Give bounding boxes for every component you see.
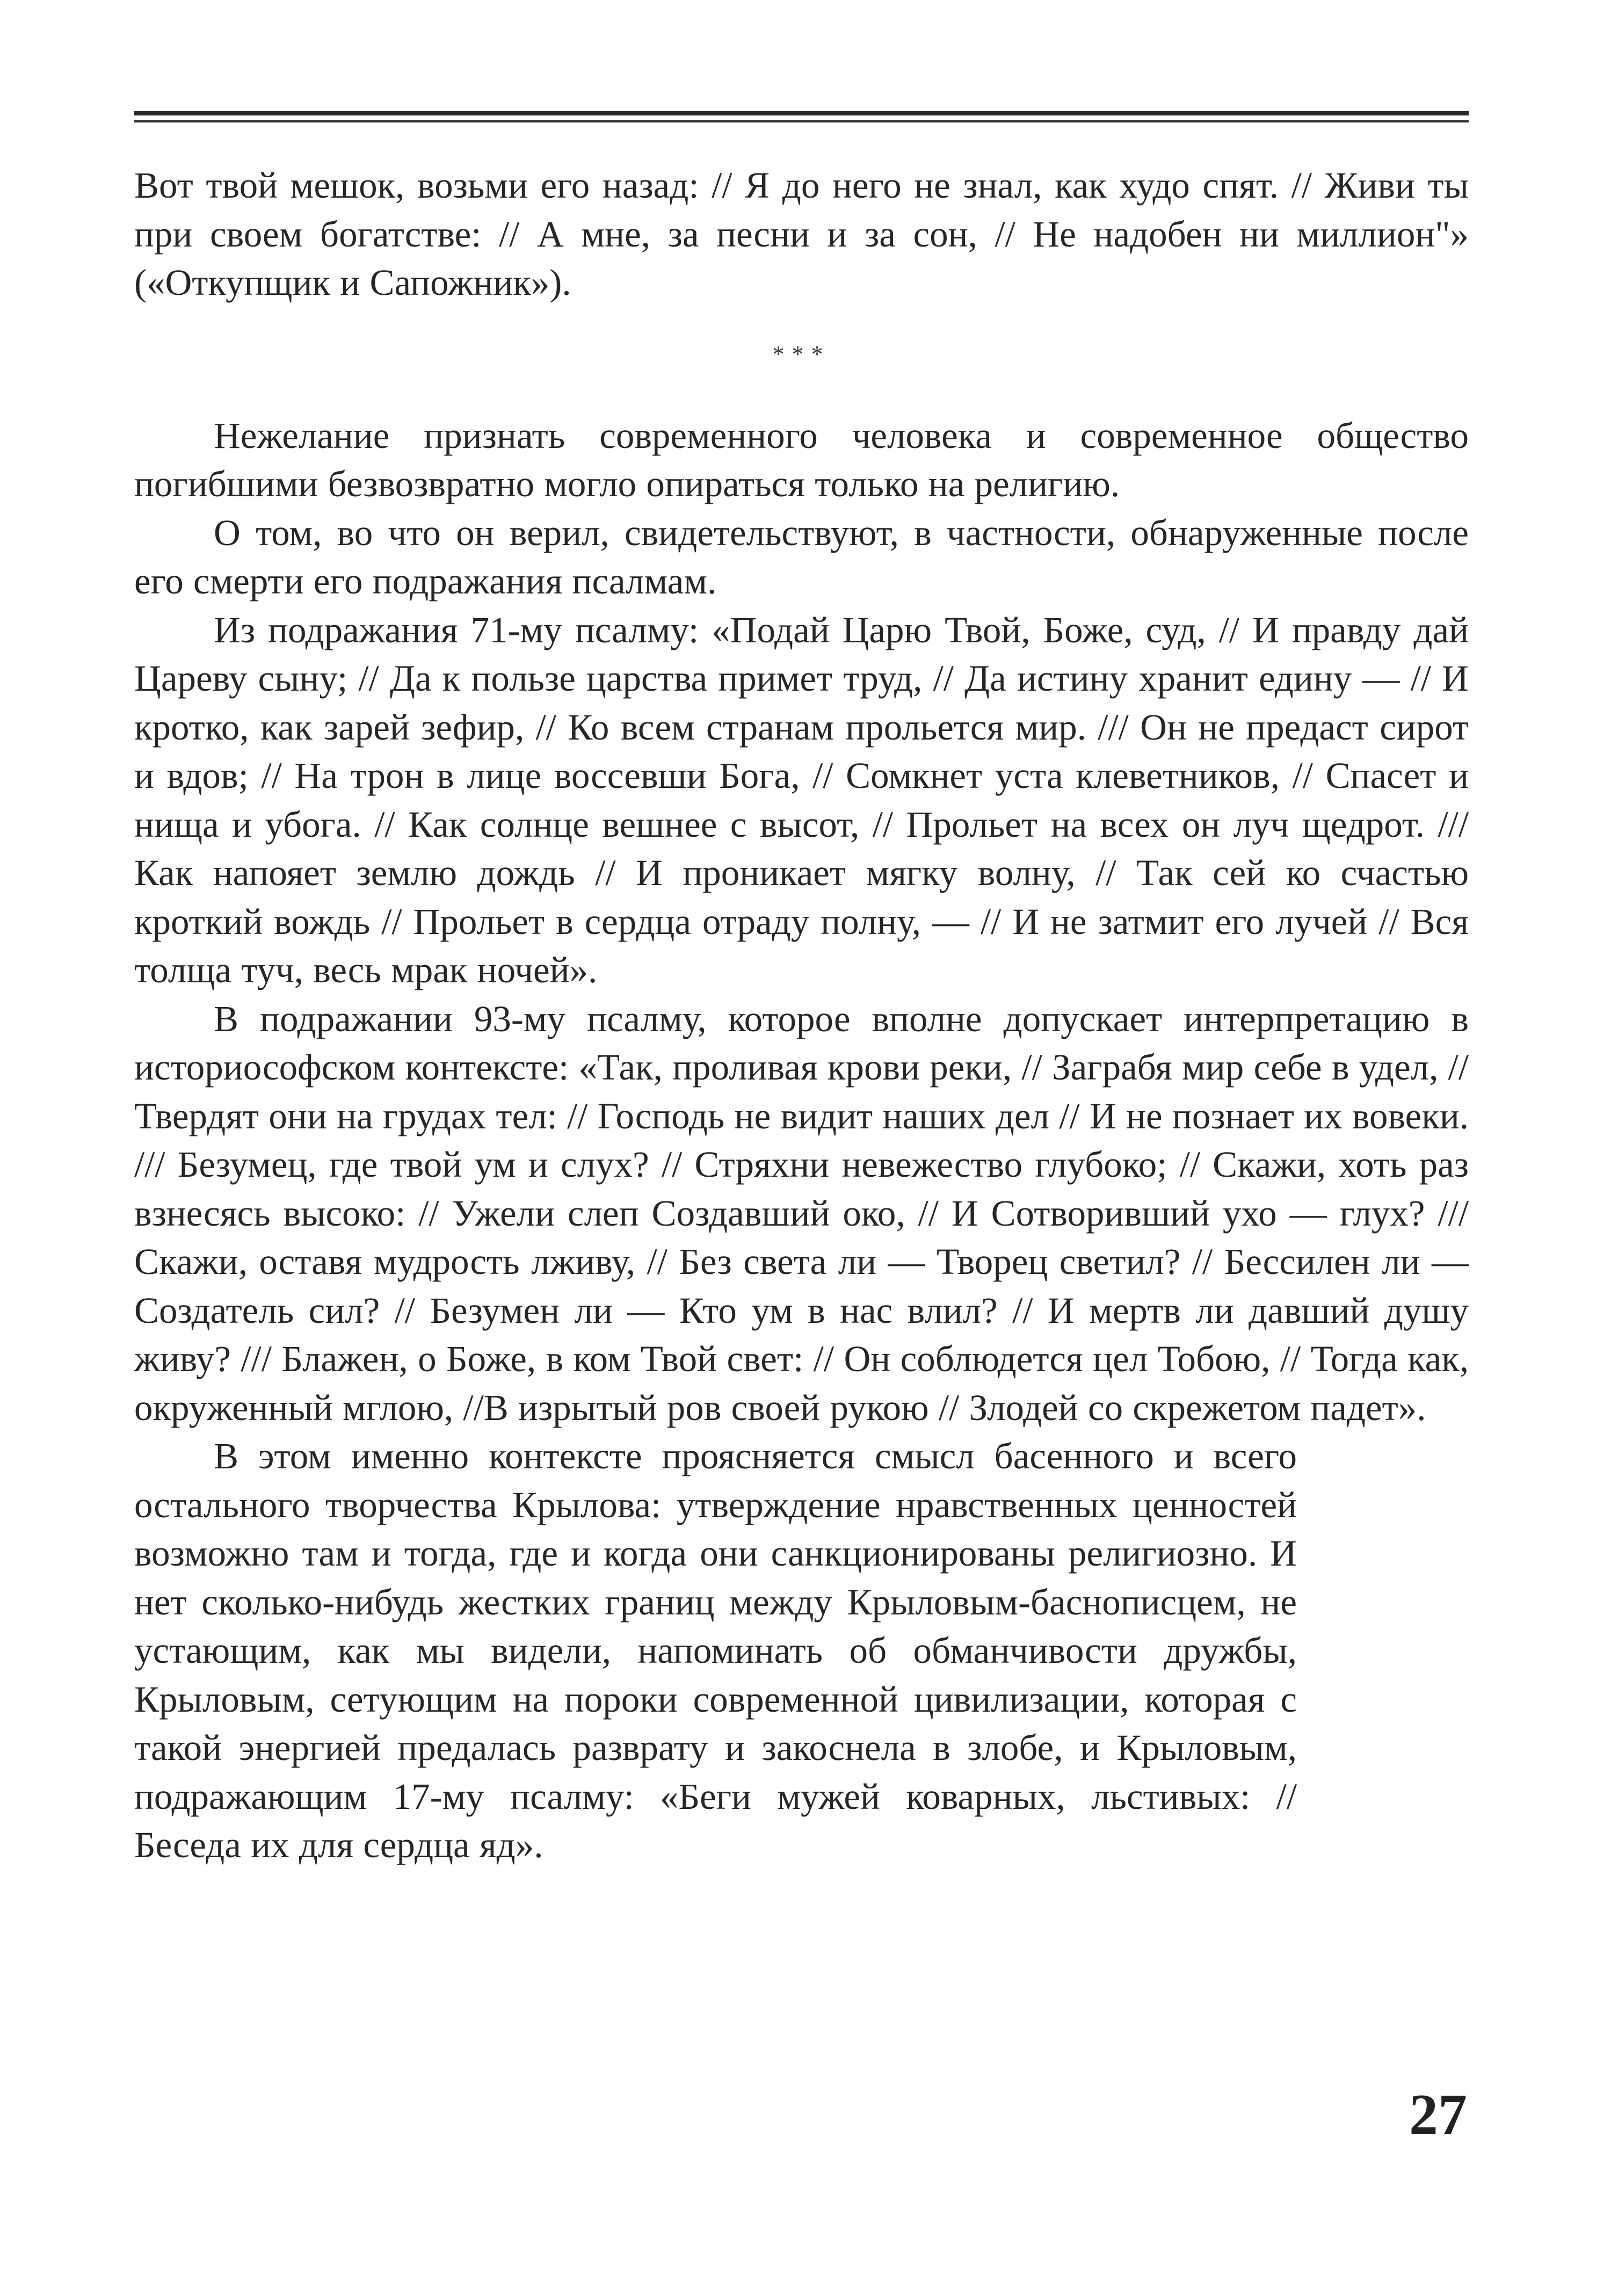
paragraph-conclusion: В этом именно контексте проясняется смысл басенного и всего остального творчества Крылова: утверждение нравственных ценностей возможно там и тогда, где и когда они санкционированы религиозно. И нет сколько-нибудь жестких границ между Крыловым-баснописцем, не устающим, как мы видели, напоминать об обманчивости дружбы, Крыловым, сетующим на пороки современной цивилизации, которая с такой энергией предалась разврату и закоснела в злобе, и Крыловым, подражающим 17-му псалму: «Беги мужей коварных, льстивых: // Беседа их для сердца яд». xyxy=(134,1436,1297,1865)
body-text xyxy=(134,161,1469,1870)
paragraph-psalm-93: В подражании 93-му псалму, которое вполне допускает интерпретацию в историософском контексте: «Так, проливая крови реки, // Заграбя мир себе в удел, // Твердят они на грудах тел: // Господь не видит наших дел // И не познает их вовеки. /// Безумец, где твой ум и слух? // Стряхни невежество глубоко; // Скажи, хоть раз взнесясь высоко: // Ужели слеп Создавший око, // И Сотворивший ухо — глух? /// Скажи, оставя мудрость лживу, // Без света ли — Творец светил? // Бессилен ли — Создатель сил? // Безумен ли — Кто ум в нас влил? // И мертв ли давший душу живу? /// Блажен, о Боже, в ком Твой свет: // Он соблюдется цел Тобою, // Тогда как, окруженный мглою, //В изрытый ров своей рукою // Злодей со скрежетом падет». xyxy=(134,998,1469,1428)
paragraph-psalm-71: Из подражания 71-му псалму: «Подай Царю Твой, Боже, суд, // И правду дай Цареву сыну; // Да к пользе царства примет труд, // Да истину хранит едину — // И кротко, как зарей зефир, // Ко всем странам прольется мир. /// Он не предаст сирот и вдов; // На трон в лице воссевши Бога, // Сомкнет уста клеветников, // Спасет и нища и убога. // Как солнце вешнее с высот, // Прольет на всех он луч щедрот. /// Как напояет землю дождь // И проникает мягку волну, // Так сей ко счастью кроткий вождь // Прольет в сердца отраду полну, — // И не затмит его лучей // Вся толща туч, весь мрак ночей». xyxy=(134,609,1469,990)
paragraph-psalm-imitations: О том, во что он верил, свидетельствуют, в частности, обнаруженные после его смерти его подражания псалмам. xyxy=(134,512,1469,602)
paragraph-quote-ending: Вот твой мешок, возьми его назад: // Я до него не знал, как худо спят. // Живи ты при своем богатстве: // А мне, за песни и за сон, // Не надобен ни миллион"» («Откупщик и Сапожник»). xyxy=(134,165,1469,303)
header-rule-thin xyxy=(134,120,1469,122)
page-number: 27 xyxy=(1409,2083,1467,2147)
header-rule-thick xyxy=(134,111,1469,115)
paragraph-religion: Нежелание признать современного человека и современное общество погибшими безвозвратно могло опираться только на религию. xyxy=(134,415,1469,504)
section-separator: *** xyxy=(772,341,831,367)
